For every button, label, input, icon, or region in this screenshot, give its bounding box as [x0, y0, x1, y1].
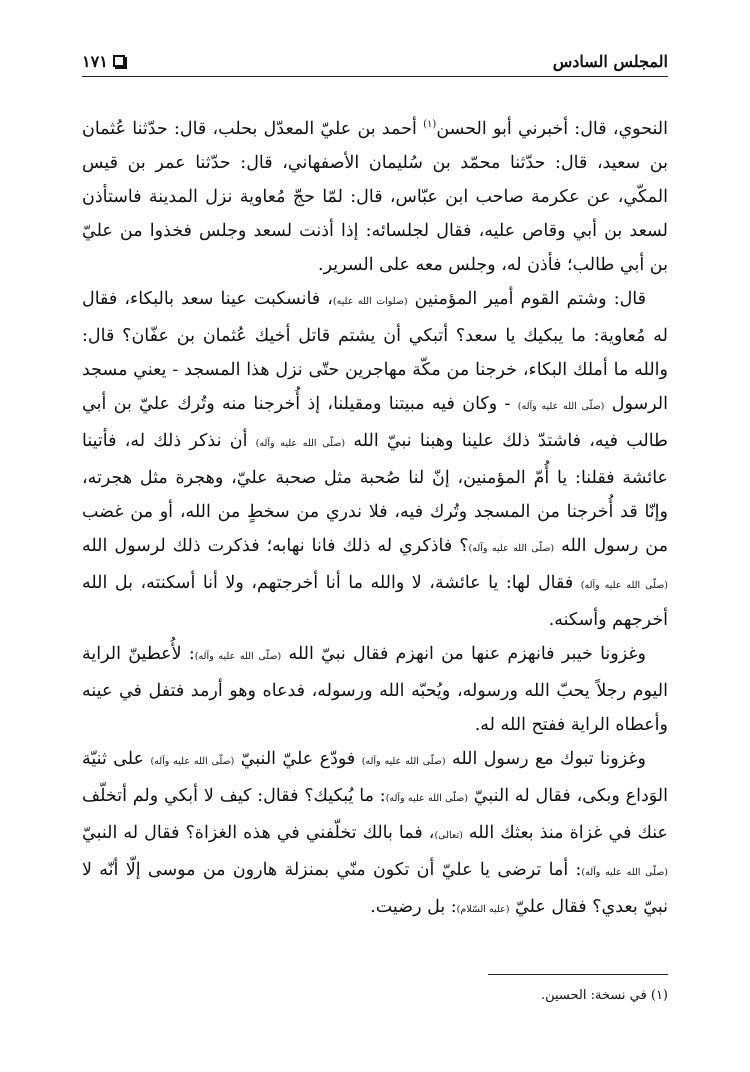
honorific: (صلّى الله عليه وآله) [255, 437, 346, 449]
honorific: (صلّى الله عليه وآله) [468, 542, 555, 554]
honorific: (صلّى الله عليه وآله) [150, 755, 235, 767]
honorific: (تعالى) [434, 829, 463, 841]
page-number-group [82, 52, 125, 71]
honorific: (صلّى الله عليه وآله) [361, 755, 446, 767]
honorific: (عليه السّلام) [456, 903, 510, 915]
footnote-marker: (١) [423, 119, 437, 130]
honorific: (صلّى الله عليه وآله) [194, 650, 282, 662]
honorific: (صلّى الله عليه وآله) [385, 792, 468, 804]
paragraph-4: وغزونا تبوك مع رسول الله (صلّى الله عليه وآله) فودّع عليّ النبيّ (صلّى الله عليه وآله) على ثنيّة الوَداع وبكى، فقال له النبيّ (صلّى الله عليه وآله): ما يُبكيك؟ فقال: كيف لا أبكي ولم أتخلّف عنك في غزاة منذ بعثك الله (تعالى)، فما بالك تخلّفني في هذه الغزاة؟ فقال له النبيّ (صلّى الله عليه وآله): أما ترضى يا عليّ أن تكون منّي بمنزلة هارون من موسى إلّا أنّه لا نبيّ بعدي؟ فقال عليّ (عليه السّلام): بل رضيت. [82, 748, 668, 917]
paragraph-1: النحوي، قال: أخبرني أبو الحسن$^{(١)}$ أحمد بن عليّ المعدّل بحلب، قال: حدّثنا عُثمان بن سعيد، قال: حدّثنا محمّد بن سُليمان الأصفهاني، قال: حدّثنا عمر بن قيس المكّي، عن عكرمة صاحب ابن عبّاس، قال: لمّا حجّ مُعاوية نزل المدينة فاستأذن لسعد بن أبي وقاص عليه، فقال لجلسائه: إذا أذنت لسعد وجلس فخذوا من عليّ بن أبي طالب؛ فأذن له، وجلس معه على السرير. [82, 118, 668, 275]
page-header [82, 46, 668, 77]
honorific: (صلّى الله عليه وآله) [580, 579, 668, 591]
square-bullet-icon [113, 55, 125, 67]
honorific: (صلوات الله عليه) [332, 295, 408, 307]
footnote: (١) في نسخة: الحسين. [540, 988, 668, 1003]
chapter-title: المجلس السادس [552, 51, 668, 71]
page-number: ١٧١ [82, 51, 108, 71]
paragraph-3: وغزونا خيبر فانهزم عنها من انهزم فقال نبيّ الله (صلّى الله عليه وآله): لأُعطينّ الراية اليوم رجلاً يحبّ الله ورسوله، ويُحبّه الله ورسوله، فدعاه وهو أرمد فتفل في عينه وأعطاه الراية ففتح الله له. [82, 643, 668, 735]
footnote-divider [488, 974, 668, 975]
main-text [82, 108, 668, 927]
honorific: (صلّى الله عليه وآله) [581, 866, 668, 878]
paragraph-2: قال: وشتم القوم أمير المؤمنين (صلوات الله عليه)، فانسكبت عينا سعد بالبكاء، فقال له مُعاوية: ما يبكيك يا سعد؟ أتبكي أن يشتم قاتل أخيك عُثمان بن عفّان؟ قال: والله ما أملك البكاء، خرجنا من مكّة مهاجرين حتّى نزل هذا المسجد - يعني مسجد الرسول (صلّى الله عليه وآله) - وكان فيه مبيتنا ومقيلنا، إذ أُخرجنا منه وتُرك عليّ بن أبي طالب فيه، فاشتدّ ذلك علينا وهبنا نبيّ الله (صلّى الله عليه وآله) أن نذكر ذلك له، فأتينا عائشة فقلنا: يا أُمّ المؤمنين، إنّ لنا صُحبة مثل صحبة عليّ، وهجرة مثل هجرته، وإنّا قد أُخرجنا من المسجد وتُرك فيه، فلا ندري من سخطٍ من الله، أو من غضب من رسول الله (صلّى الله عليه وآله)؟ فاذكري له ذلك فانا نهابه؛ فذكرت ذلك لرسول الله (صلّى الله عليه وآله) فقال لها: يا عائشة، لا والله ما أنا أخرجتهم، ولا أنا أسكنته، بل الله أخرجهم وأسكنه. [82, 288, 668, 630]
honorific: (صلّى الله عليه وآله) [517, 400, 605, 412]
